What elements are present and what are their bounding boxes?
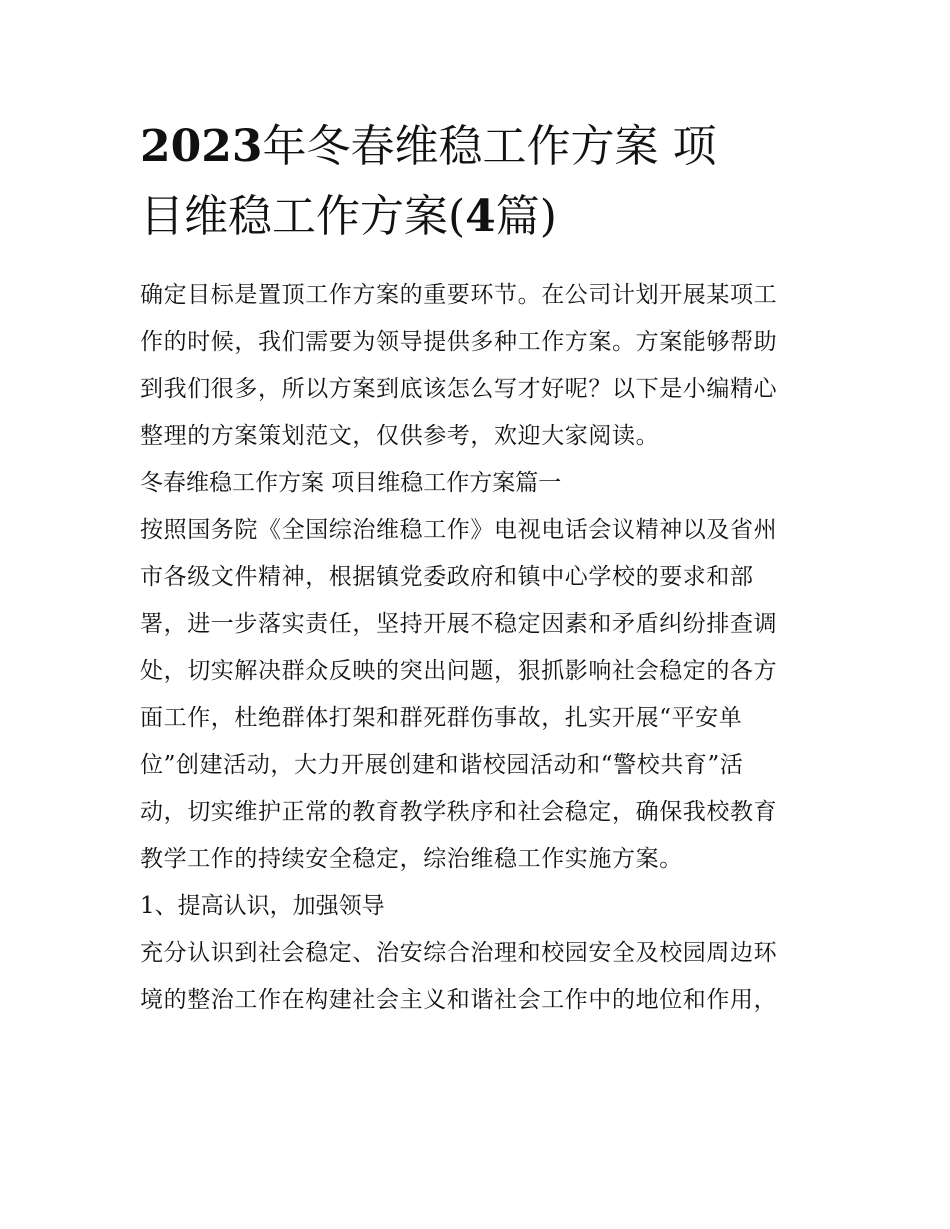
title-line2-end: 篇) <box>495 191 557 242</box>
document-page <box>140 112 820 1024</box>
title-line1-text: 年冬春维稳工作方案 项 <box>262 121 717 172</box>
title-count: 4 <box>465 191 496 242</box>
paragraph-line: 位”创建活动，大力开展创建和谐校园活动和“警校共育”活 <box>140 752 744 778</box>
paragraph-line: 动，切实维护正常的教育教学秩序和社会稳定，确保我校教育 <box>140 799 778 825</box>
paragraph-line: 署，进一步落实责任，坚持开展不稳定因素和矛盾纠纷排查调 <box>140 611 778 637</box>
intro-paragraph <box>140 272 820 460</box>
intro-line: 到我们很多，所以方案到底该怎么写才好呢？以下是小编精心 <box>140 376 778 402</box>
title-year: 2023 <box>140 121 263 172</box>
document-title <box>140 112 820 252</box>
paragraph-line: 市各级文件精神，根据镇党委政府和镇中心学校的要求和部 <box>140 564 754 590</box>
paragraph-line: 按照国务院《全国综治维稳工作》电视电话会议精神以及省州 <box>140 517 778 543</box>
intro-line: 整理的方案策划范文，仅供参考，欢迎大家阅读。 <box>140 423 660 449</box>
paragraph-line: 充分认识到社会稳定、治安综合治理和校园安全及校园周边环 <box>140 940 778 966</box>
title-line2 <box>140 182 820 252</box>
intro-line: 作的时候，我们需要为领导提供多种工作方案。方案能够帮助 <box>140 329 778 355</box>
paragraph-line: 教学工作的持续安全稳定，综治维稳工作实施方案。 <box>140 846 683 872</box>
intro-line: 确定目标是置顶工作方案的重要环节。在公司计划开展某项工 <box>140 282 778 308</box>
document-body <box>140 272 820 1024</box>
paragraph-line: 处，切实解决群众反映的突出问题，狠抓影响社会稳定的各方 <box>140 658 778 684</box>
body-paragraph-2 <box>140 930 820 1024</box>
section-heading: 冬春维稳工作方案 项目维稳工作方案篇一 <box>140 470 562 496</box>
item-heading-1: 1、提高认识，加强领导 <box>140 893 385 919</box>
paragraph-line: 面工作，杜绝群体打架和群死群伤事故，扎实开展“平安单 <box>140 705 743 731</box>
body-paragraph-1 <box>140 507 820 883</box>
paragraph-line: 境的整治工作在构建社会主义和谐社会工作中的地位和作用， <box>140 987 778 1013</box>
title-line2-text: 目维稳工作方案( <box>140 191 466 242</box>
